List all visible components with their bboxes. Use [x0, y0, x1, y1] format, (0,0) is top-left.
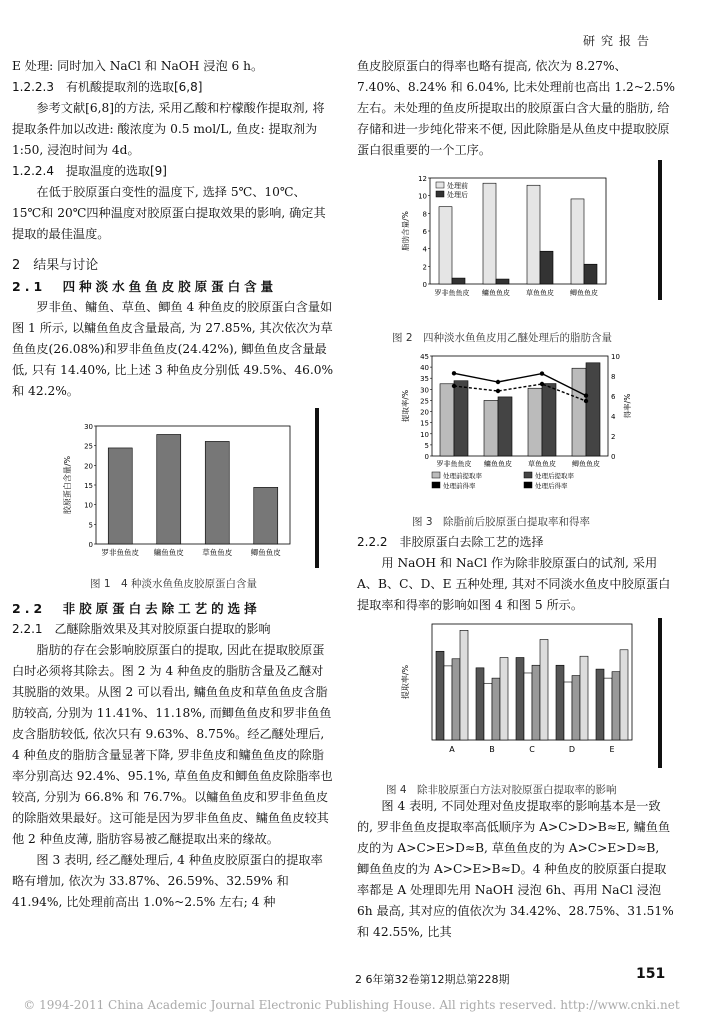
bar	[254, 487, 278, 544]
figure-1-caption: 图 1 4 种淡水鱼鱼皮胶原蛋白含量	[90, 578, 258, 590]
y-axis-label: 提取率/%	[401, 664, 410, 700]
y-tick-label: 10	[418, 192, 427, 201]
y2-tick-label: 8	[611, 373, 616, 381]
bar	[205, 441, 229, 544]
x-tick-label: 草鱼鱼皮	[202, 548, 233, 557]
x-tick-label: 罗非鱼鱼皮	[434, 289, 470, 297]
x-tick-label: B	[489, 745, 495, 754]
x-tick-label: C	[529, 745, 535, 754]
figure-4-side-bar	[658, 618, 662, 768]
paragraph: 鱼皮胶原蛋白的得率也略有提高, 依次为 8.27%、7.40%、8.24% 和 6.04%, 比未处理前也高出 1.2~2.5% 左右。未处理的鱼皮所提取出的胶原蛋白含大量的脂肪, 给存储和进一步纯化带来不便, 因此除脂是从鱼皮中提取胶原蛋白很重要的一个工序。	[357, 59, 675, 157]
bar	[452, 278, 465, 284]
y2-axis-label: 得率/%	[623, 393, 632, 419]
legend-label: 处理后得率	[535, 482, 568, 490]
y2-tick-label: 6	[611, 393, 616, 401]
bar	[460, 630, 468, 740]
legend-label: 处理前得率	[443, 482, 476, 490]
running-header: 研究报告	[582, 34, 655, 48]
subsection-heading: 2.2.2 非胶原蛋白去除工艺的选择	[357, 535, 544, 549]
subsection-heading: 1.2.2.4 提取温度的选取[9]	[12, 164, 167, 178]
bar	[612, 672, 620, 740]
left-column	[12, 56, 334, 402]
paragraph: E 处理: 同时加入 NaCl 和 NaOH 浸泡 6 h。	[12, 59, 264, 73]
legend-swatch	[436, 191, 444, 197]
bar	[532, 665, 540, 740]
y-tick-label: 20	[84, 462, 93, 471]
legend-swatch	[432, 472, 440, 478]
bar	[524, 673, 532, 740]
bar	[620, 650, 628, 740]
bar	[604, 678, 612, 740]
figure-2-side-bar	[658, 160, 662, 300]
bar	[571, 199, 584, 284]
legend-swatch	[432, 482, 440, 488]
y-tick-label: 10	[84, 501, 93, 510]
bar	[452, 659, 460, 740]
bar	[484, 683, 492, 740]
bar	[157, 434, 181, 544]
copyright-notice: © 1994-2011 China Academic Journal Electronic Publishing House. All rights reserved. http://www.cnki.net	[23, 998, 680, 1012]
paragraph: 图 3 表明, 经乙醚处理后, 4 种鱼皮胶原蛋白的提取率略有增加, 依次为 33.87%、26.59%、32.59% 和 41.94%, 比处理前高出 1.0%~2.5% 左右; 4 种	[12, 853, 323, 909]
y-tick-label: 20	[420, 408, 429, 417]
y2-tick-label: 10	[611, 353, 620, 361]
y-tick-label: 0	[88, 541, 93, 549]
paragraph: 图 4 表明, 不同处理对鱼皮提取率的影响基本是一致的, 罗非鱼鱼皮提取率高低顺序为 A>C>D>B≈E, 鳙鱼鱼皮的为 A>C>E>D≈B, 草鱼鱼皮的为 A>C>E>D≈B, 鲫鱼鱼皮的为 A>C>E>B≈D。4 种鱼皮的胶原蛋白提取率都是 A 处理即先用 NaOH 浸泡 6h、再用 NaCl 浸泡 6h 最高, 其对应的值依次为 34.42%、28.75%、31.51% 和 42.55%, 比其	[357, 799, 674, 939]
figure-1-chart	[62, 420, 298, 570]
y-tick-label: 4	[422, 245, 427, 254]
x-tick-label: 鳙鱼鱼皮	[482, 289, 510, 297]
legend-label: 处理后提取率	[535, 472, 574, 480]
x-tick-label: 罗非鱼鱼皮	[101, 548, 139, 557]
x-tick-label: 鲫鱼鱼皮	[250, 548, 281, 557]
y-tick-label: 35	[420, 375, 429, 384]
y2-tick-label: 4	[611, 413, 616, 421]
line-point	[540, 382, 544, 386]
figure-2-caption: 图 2 四种淡水鱼鱼皮用乙醚处理后的脂肪含量	[392, 332, 613, 344]
subsection-heading: 2.1 四种淡水鱼鱼皮胶原蛋白含量	[12, 279, 278, 294]
y-tick-label: 30	[84, 423, 93, 431]
y-tick-label: 30	[420, 386, 429, 395]
y-tick-label: 0	[424, 453, 429, 461]
bar	[540, 639, 548, 740]
line-point	[452, 371, 456, 375]
y-tick-label: 5	[424, 441, 429, 450]
bar	[496, 279, 509, 284]
legend-label: 处理前	[447, 182, 468, 190]
legend-swatch	[524, 472, 532, 478]
y2-tick-label: 2	[611, 433, 616, 441]
bar	[516, 658, 524, 740]
bar	[483, 183, 496, 284]
y-axis-label: 提取率/%	[401, 389, 410, 423]
bar	[476, 668, 484, 740]
series-line	[454, 384, 586, 401]
right-column-middle	[357, 532, 675, 616]
y-tick-label: 25	[420, 397, 429, 406]
bar	[500, 658, 508, 740]
bar	[572, 368, 586, 456]
legend-swatch	[436, 182, 444, 188]
figure-2-chart	[400, 172, 610, 312]
y-axis-label: 胶原蛋白含量/%	[63, 455, 72, 515]
bar	[527, 185, 540, 284]
right-column	[357, 56, 675, 161]
bar	[108, 448, 132, 544]
y-tick-label: 6	[422, 228, 427, 236]
page-number: 151	[636, 966, 666, 982]
legend-label: 处理前提取率	[443, 472, 482, 480]
x-tick-label: 草鱼鱼皮	[528, 460, 556, 468]
paragraph: 罗非鱼、鳙鱼、草鱼、鲫鱼 4 种鱼皮的胶原蛋白含量如图 1 所示, 以鳙鱼鱼皮含量最高, 为 27.85%, 其次依次为草鱼鱼皮(26.08%)和罗非鱼鱼皮(24.42%), 鲫鱼鱼皮含量最低, 只有 14.40%, 比上述 3 种鱼皮分别低 49.5%、46.0% 和 42.2%。	[12, 300, 334, 398]
figure-4-caption: 图 4 除非胶原蛋白方法对胶原蛋白提取率的影响	[386, 784, 617, 796]
y-tick-label: 10	[420, 430, 429, 439]
legend-swatch	[524, 482, 532, 488]
x-tick-label: 鳙鱼鱼皮	[484, 460, 512, 468]
issue-info: 2 6年第32卷第12期总第228期	[355, 973, 510, 986]
y-tick-label: 25	[84, 442, 93, 451]
line-point	[540, 371, 544, 375]
figure-3-chart	[400, 350, 640, 500]
section-heading: 2 结果与讨论	[12, 258, 99, 273]
x-tick-label: 鳙鱼鱼皮	[153, 548, 184, 557]
y-tick-label: 15	[84, 482, 93, 490]
bar	[436, 651, 444, 740]
figure-1-side-bar	[315, 408, 319, 568]
y-tick-label: 0	[422, 281, 427, 289]
bar	[498, 397, 512, 456]
bar	[484, 400, 498, 456]
y-tick-label: 5	[88, 521, 93, 530]
line-point	[452, 384, 456, 388]
series-line	[454, 373, 586, 395]
figure-3-caption: 图 3 除脂前后胶原蛋白提取率和得率	[412, 516, 591, 528]
bar	[580, 656, 588, 740]
bar	[542, 384, 556, 456]
y-tick-label: 45	[420, 353, 429, 361]
bar	[564, 682, 572, 740]
subsection-heading: 1.2.2.3 有机酸提取剂的选取[6,8]	[12, 80, 203, 94]
bar	[444, 666, 452, 740]
line-point	[496, 380, 500, 384]
bar	[584, 264, 597, 284]
x-tick-label: 鲫鱼鱼皮	[572, 460, 600, 468]
bar	[572, 676, 580, 740]
left-column-lower	[12, 598, 334, 913]
x-tick-label: A	[449, 745, 455, 754]
bar	[528, 388, 542, 456]
right-column-lower	[357, 796, 675, 943]
x-tick-label: 草鱼鱼皮	[526, 289, 554, 297]
bar	[556, 665, 564, 740]
y2-tick-label: 0	[611, 453, 616, 461]
x-tick-label: D	[568, 745, 576, 754]
line-point	[584, 399, 588, 403]
paragraph: 用 NaOH 和 NaCl 作为除非胶原蛋白的试剂, 采用 A、B、C、D、E 五种处理, 其对不同淡水鱼皮中胶原蛋白提取率和得率的影响如图 4 和图 5 所示。	[357, 556, 671, 612]
bar	[492, 678, 500, 740]
subsection-heading: 2.2 非胶原蛋白去除工艺的选择	[12, 601, 261, 616]
x-tick-label: 罗非鱼鱼皮	[436, 460, 472, 468]
bar	[540, 251, 553, 284]
y-tick-label: 12	[418, 175, 427, 183]
y-tick-label: 15	[420, 419, 429, 428]
x-tick-label: 鲫鱼鱼皮	[570, 289, 598, 297]
y-axis-label: 脂肪含量/%	[401, 211, 410, 251]
y-tick-label: 2	[422, 263, 427, 272]
bar	[586, 363, 600, 456]
bar	[440, 384, 454, 456]
line-point	[584, 393, 588, 397]
figure-4-chart	[400, 620, 640, 770]
x-tick-label: E	[609, 745, 615, 754]
bar	[454, 381, 468, 456]
paragraph: 脂肪的存在会影响胶原蛋白的提取, 因此在提取胶原蛋白时必须将其除去。图 2 为 4 种鱼皮的脂肪含量及乙醚对其脱脂的效果。从图 2 可以看出, 鳙鱼鱼皮和草鱼鱼皮含脂肪较高, 分别为 11.41%、11.18%, 而鲫鱼鱼皮和罗非鱼鱼皮含脂肪较低, 依次只有 9.63%、8.75%。经乙醚处理后, 4 种鱼皮的脂肪含量显著下降, 罗非鱼皮和鳙鱼鱼皮的除脂率分别高达 92.4%、95.1%, 草鱼鱼皮和鲫鱼鱼皮除脂率也较高, 分别为 66.8% 和 76.7%。以鳙鱼鱼皮和罗非鱼鱼皮的除脂效果最好。这可能是因为罗非鱼鱼皮、鳙鱼鱼皮较其他 2 种鱼皮薄, 脂肪容易被乙醚提取出来的缘故。	[12, 643, 333, 846]
legend-label: 处理后	[447, 191, 468, 199]
paragraph: 在低于胶原蛋白变性的温度下, 选择 5℃、10℃、15℃和 20℃四种温度对胶原蛋白提取效果的影响, 确定其提取的最佳温度。	[12, 185, 326, 241]
paragraph: 参考文献[6,8]的方法, 采用乙酸和柠檬酸作提取剂, 将提取条件加以改进: 酸浓度为 0.5 mol/L, 鱼皮: 提取剂为 1:50, 浸泡时间为 4d。	[12, 101, 325, 157]
bar	[439, 207, 452, 284]
y-tick-label: 40	[420, 364, 429, 373]
line-point	[496, 389, 500, 393]
bar	[596, 669, 604, 740]
y-tick-label: 8	[422, 210, 427, 219]
subsection-heading: 2.2.1 乙醚除脂效果及其对胶原蛋白提取的影响	[12, 622, 271, 636]
